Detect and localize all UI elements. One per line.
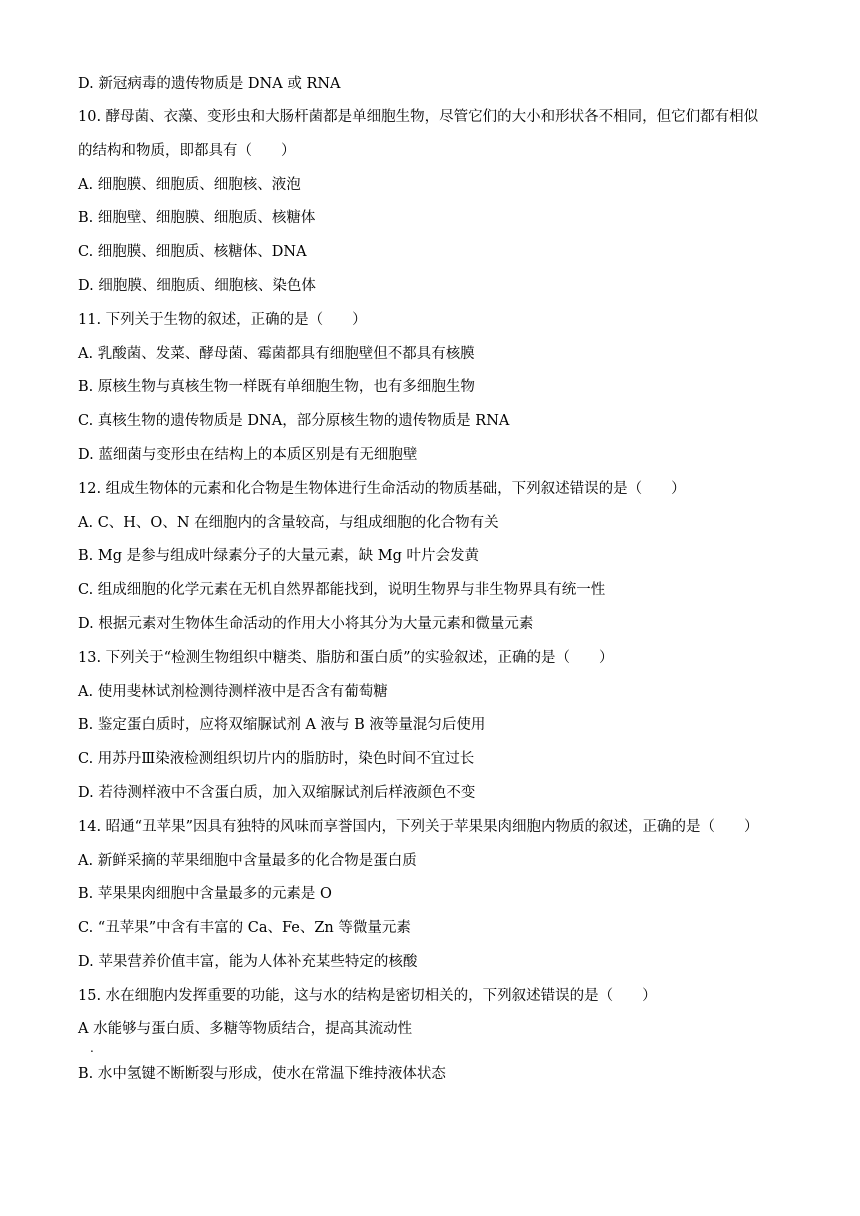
q15-option-a: A 水能够与蛋白质、多糖等物质结合，提高其流动性 <box>78 1021 413 1037</box>
q14-option-a: A. 新鲜采摘的苹果细胞中含量最多的化合物是蛋白质 <box>78 853 417 869</box>
q14-option-d: D. 苹果营养价值丰富，能为人体补充某些特定的核酸 <box>78 954 418 970</box>
q13-option-a: A. 使用斐林试剂检测待测样液中是否含有葡萄糖 <box>78 684 388 700</box>
q14-option-c: C. “丑苹果”中含有丰富的 Ca、Fe、Zn 等微量元素 <box>78 920 411 936</box>
question-15-stem: 15. 水在细胞内发挥重要的功能，这与水的结构是密切相关的，下列叙述错误的是（ ） <box>78 988 657 1004</box>
q12-option-b: B. Mg 是参与组成叶绿素分子的大量元素，缺 Mg 叶片会发黄 <box>78 548 479 564</box>
q12-option-c: C. 组成细胞的化学元素在无机自然界都能找到，说明生物界与非生物界具有统一性 <box>78 582 606 598</box>
stray-period-mark: . <box>90 1041 94 1055</box>
q10-option-b: B. 细胞壁、细胞膜、细胞质、核糖体 <box>78 210 316 226</box>
q10-option-a: A. 细胞膜、细胞质、细胞核、液泡 <box>78 177 301 193</box>
q11-option-d: D. 蓝细菌与变形虫在结构上的本质区别是有无细胞壁 <box>78 447 418 463</box>
q11-option-c: C. 真核生物的遗传物质是 DNA，部分原核生物的遗传物质是 RNA <box>78 413 510 429</box>
question-11-stem: 11. 下列关于生物的叙述，正确的是（ ） <box>78 312 367 328</box>
q10-option-d: D. 细胞膜、细胞质、细胞核、染色体 <box>78 278 316 294</box>
question-12-stem: 12. 组成生物体的元素和化合物是生物体进行生命活动的物质基础，下列叙述错误的是（ ） <box>78 481 686 497</box>
q15-option-b: B. 水中氢键不断断裂与形成，使水在常温下维持液体状态 <box>78 1066 446 1082</box>
question-13-stem: 13. 下列关于“检测生物组织中糖类、脂肪和蛋白质”的实验叙述，正确的是（ ） <box>78 650 614 666</box>
question-14-stem: 14. 昭通“丑苹果”因具有独特的风味而享誉国内，下列关于苹果果肉细胞内物质的叙述，正确的是（ ） <box>78 819 759 835</box>
line-d-option: D. 新冠病毒的遗传物质是 DNA 或 RNA <box>78 76 341 92</box>
q13-option-d: D. 若待测样液中不含蛋白质，加入双缩脲试剂后样液颜色不变 <box>78 785 476 801</box>
question-10-stem: 10. 酵母菌、衣藻、变形虫和大肠杆菌都是单细胞生物，尽管它们的大小和形状各不相同，但它们都有相似 <box>78 109 759 125</box>
q11-option-b: B. 原核生物与真核生物一样既有单细胞生物，也有多细胞生物 <box>78 379 475 395</box>
q10-option-c: C. 细胞膜、细胞质、核糖体、DNA <box>78 244 307 260</box>
q12-option-a: A. C、H、O、N 在细胞内的含量较高，与组成细胞的化合物有关 <box>78 515 499 531</box>
question-10-stem-cont: 的结构和物质，即都具有（ ） <box>78 143 296 159</box>
q13-option-b: B. 鉴定蛋白质时，应将双缩脲试剂 A 液与 B 液等量混匀后使用 <box>78 717 486 733</box>
q13-option-c: C. 用苏丹Ⅲ染液检测组织切片内的脂肪时，染色时间不宜过长 <box>78 751 475 767</box>
q14-option-b: B. 苹果果肉细胞中含量最多的元素是 O <box>78 886 332 902</box>
q12-option-d: D. 根据元素对生物体生命活动的作用大小将其分为大量元素和微量元素 <box>78 616 534 632</box>
q11-option-a: A. 乳酸菌、发菜、酵母菌、霉菌都具有细胞壁但不都具有核膜 <box>78 346 475 362</box>
